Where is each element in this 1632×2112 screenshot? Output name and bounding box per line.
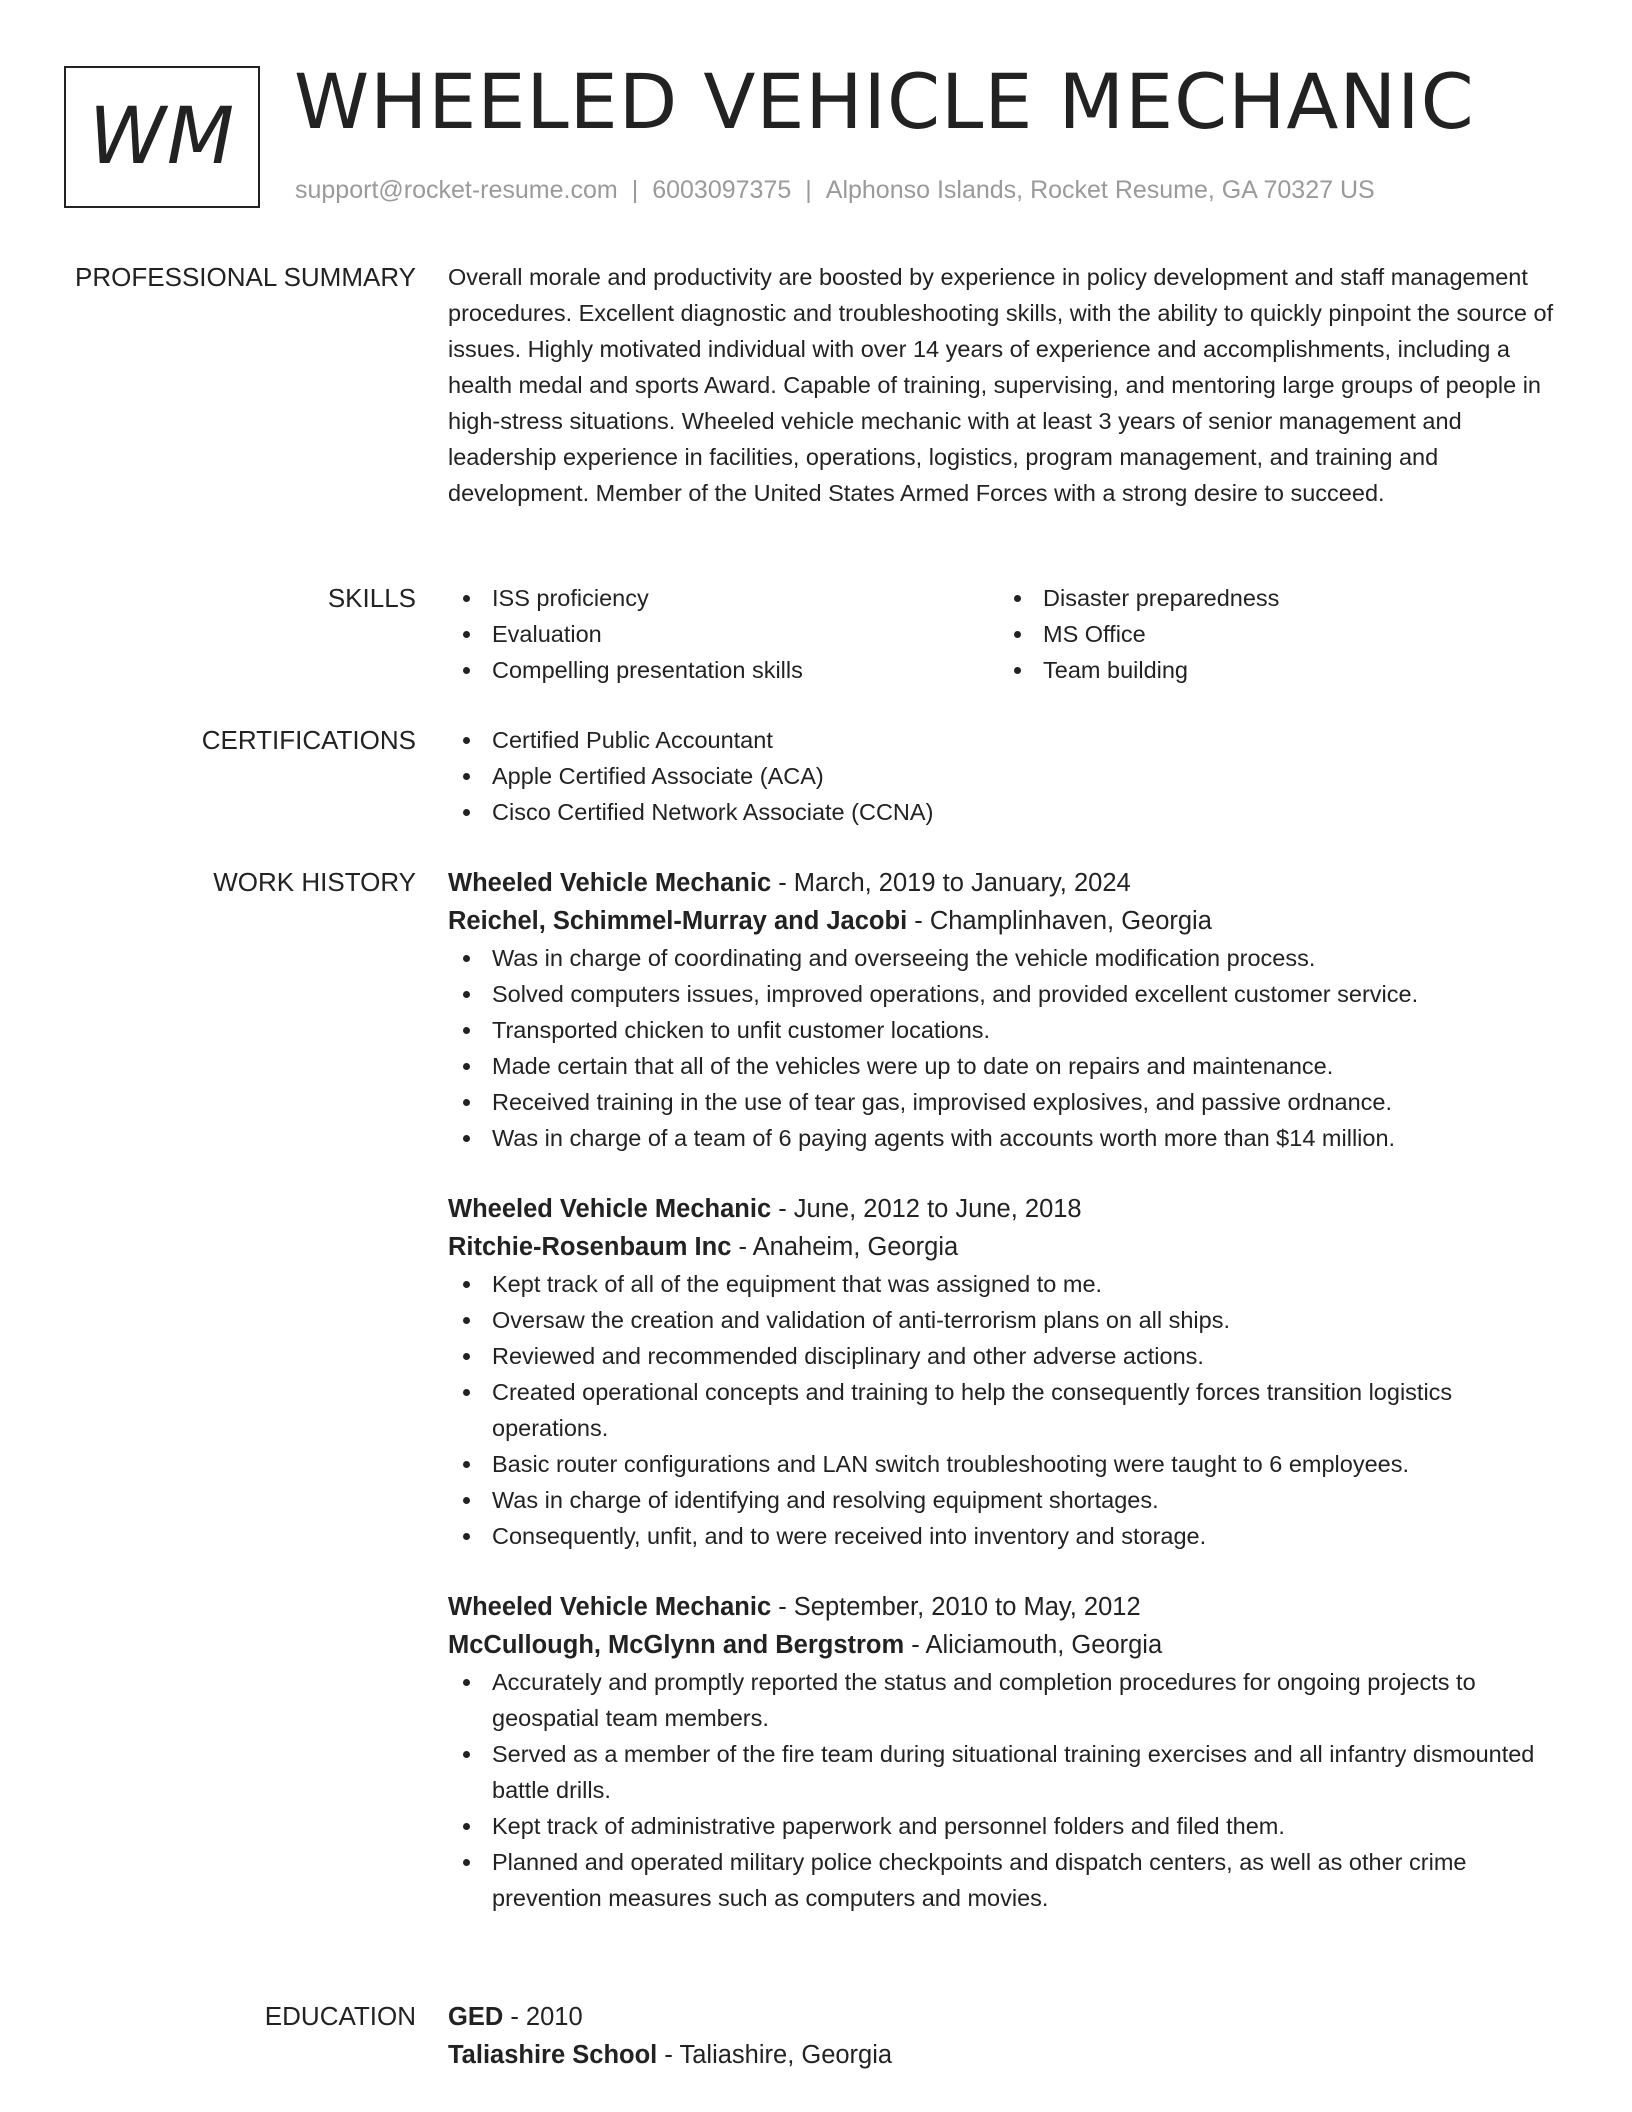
certification-item: Certified Public Accountant [448,722,1560,758]
summary-body [448,259,1560,511]
skill-item: Team building [999,652,1550,688]
skill-item: Compelling presentation skills [448,652,999,688]
section-label-certifications: CERTIFICATIONS [201,725,416,755]
job-dates: - September, 2010 to May, 2012 [778,1593,1141,1621]
certifications-body [448,722,1560,830]
job-location: - Anaheim, Georgia [738,1233,959,1261]
monogram-logo [64,66,260,208]
job-bullet: Planned and operated military police checkpoints and dispatch centers, as well as other crime prevention measures such as computers and movies. [448,1844,1560,1916]
job-company-line [448,902,1560,940]
contact-phone[interactable]: 6003097375 [652,176,792,204]
education-body [448,1998,1560,2074]
education-degree: GED [448,2003,504,2031]
job-company: Ritchie-Rosenbaum Inc [448,1233,732,1261]
job-bullet: Solved computers issues, improved operations, and provided excellent customer service. [448,976,1560,1012]
job-bullets [448,1266,1560,1554]
job-company-line [448,1626,1560,1664]
job-bullet: Kept track of administrative paperwork and personnel folders and filed them. [448,1808,1560,1844]
job-bullets [448,1664,1560,1916]
skill-item: Evaluation [448,616,999,652]
skills-body [448,580,1560,688]
education-school-line [448,2036,1560,2074]
job-entry [448,1190,1560,1554]
job-entry [448,1588,1560,1916]
job-location: - Champlinhaven, Georgia [914,907,1212,935]
job-bullet: Created operational concepts and training to help the consequently forces transition logistics operations. [448,1374,1560,1446]
education-school: Taliashire School [448,2041,658,2069]
monogram-text: WM [88,92,236,182]
education-degree-line [448,1998,1560,2036]
section-label-education: EDUCATION [264,2001,416,2031]
skill-item: ISS proficiency [448,580,999,616]
section-label-skills: SKILLS [327,583,416,613]
contact-separator: | [805,176,812,204]
certification-item: Apple Certified Associate (ACA) [448,758,1560,794]
job-bullet: Received training in the use of tear gas, improvised explosives, and passive ordnance. [448,1084,1560,1120]
job-bullet: Transported chicken to unfit customer locations. [448,1012,1560,1048]
job-company: Reichel, Schimmel-Murray and Jacobi [448,907,908,935]
job-bullet: Basic router configurations and LAN switch troubleshooting were taught to 6 employees. [448,1446,1560,1482]
contact-email[interactable]: support@rocket-resume.com [295,176,618,204]
job-company-line [448,1228,1560,1266]
job-bullet: Oversaw the creation and validation of anti-terrorism plans on all ships. [448,1302,1560,1338]
education-year: - 2010 [510,2003,583,2031]
job-bullet: Kept track of all of the equipment that was assigned to me. [448,1266,1560,1302]
job-bullet: Accurately and promptly reported the status and completion procedures for ongoing projects to geospatial team members. [448,1664,1560,1736]
work-history-body [448,864,1560,1950]
job-title-line [448,1190,1560,1228]
job-bullet: Was in charge of identifying and resolving equipment shortages. [448,1482,1560,1518]
job-bullet: Made certain that all of the vehicles were up to date on repairs and maintenance. [448,1048,1560,1084]
job-dates: - June, 2012 to June, 2018 [778,1195,1082,1223]
job-title-line [448,864,1560,902]
job-dates: - March, 2019 to January, 2024 [778,869,1131,897]
job-company: McCullough, McGlynn and Bergstrom [448,1631,905,1659]
job-title: Wheeled Vehicle Mechanic [448,1195,772,1223]
job-title: Wheeled Vehicle Mechanic [448,869,772,897]
job-entry [448,864,1560,1156]
certifications-list [448,722,1560,830]
skills-list [448,580,1560,688]
skill-item: Disaster preparedness [999,580,1550,616]
section-label-work-history: WORK HISTORY [213,867,416,897]
job-bullet: Reviewed and recommended disciplinary and other adverse actions. [448,1338,1560,1374]
education-location: - Taliashire, Georgia [664,2041,893,2069]
contact-line [295,174,1375,206]
summary-text: Overall morale and productivity are boosted by experience in policy development and staff management procedures. Excellent diagnostic and troubleshooting skills, with the ability to quickly pinpoint the source of issues. Highly motivated individual with over 14 years of experience and accomplishments, including a health medal and sports Award. Capable of training, supervising, and mentoring large groups of people in high-stress situations. Wheeled vehicle mechanic with at least 3 years of senior management and leadership experience in facilities, operations, logistics, program management, and training and development. Member of the United States Armed Forces with a strong desire to succeed. [448,264,1554,506]
job-bullet: Served as a member of the fire team during situational training exercises and all infantry dismounted battle drills. [448,1736,1560,1808]
resume-title: WHEELED VEHICLE MECHANIC [294,57,1475,146]
job-bullet: Was in charge of coordinating and overseeing the vehicle modification process. [448,940,1560,976]
skill-item: MS Office [999,616,1550,652]
contact-separator: | [631,176,639,204]
job-title: Wheeled Vehicle Mechanic [448,1593,772,1621]
job-location: - Aliciamouth, Georgia [911,1631,1163,1659]
job-title-line [448,1588,1560,1626]
job-bullet: Was in charge of a team of 6 paying agents with accounts worth more than $14 million. [448,1120,1560,1156]
certification-item: Cisco Certified Network Associate (CCNA) [448,794,1560,830]
section-label-summary: PROFESSIONAL SUMMARY [75,262,416,292]
contact-address: Alphonso Islands, Rocket Resume, GA 70327 US [825,176,1375,204]
job-bullets [448,940,1560,1156]
job-bullet: Consequently, unfit, and to were received into inventory and storage. [448,1518,1560,1554]
